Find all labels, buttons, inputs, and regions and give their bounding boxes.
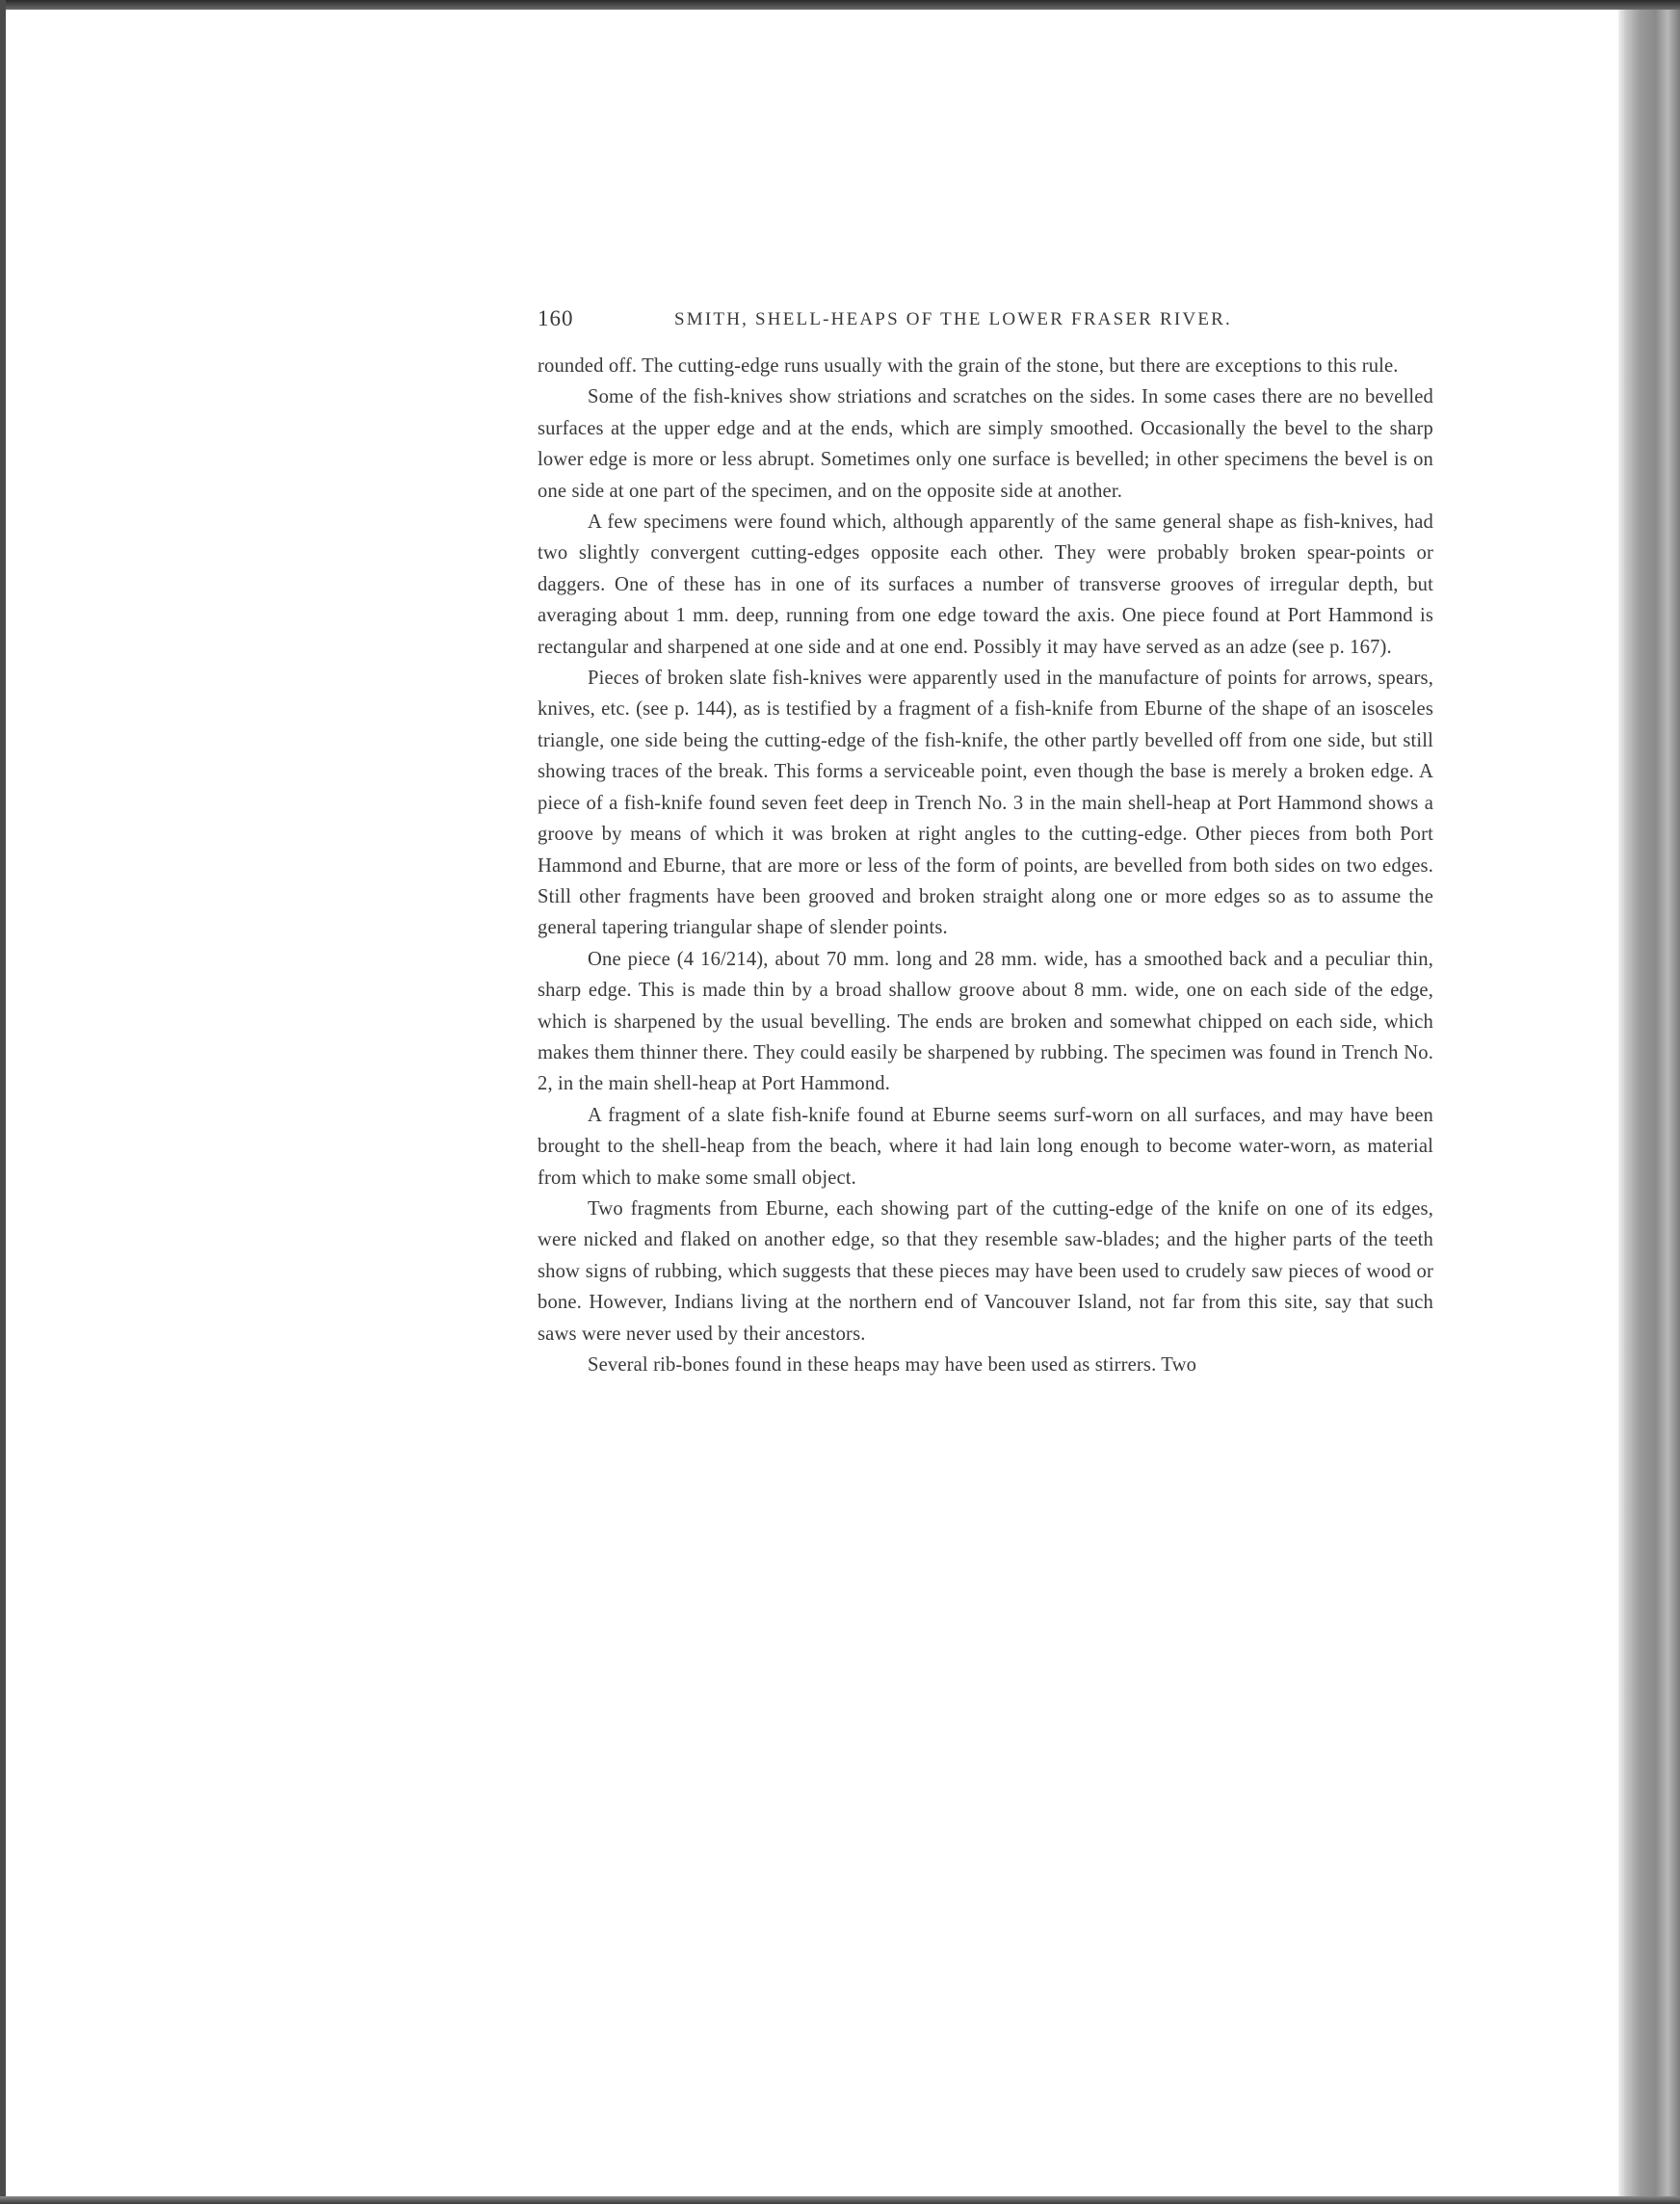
- paragraph-8: Several rib-bones found in these heaps may have been used as stirrers. Two: [588, 1354, 1197, 1376]
- running-head: [538, 306, 1433, 339]
- scan-bottom-edge: [0, 2196, 1680, 2204]
- paragraph-7: Two fragments from Eburne, each showing part of the cutting-edge of the knife on one of its edges, were nicked and flaked on another edge, so that they resemble saw-blades; and the higher parts of the teeth show signs of rubbing, which suggests that these pieces may have been used to crudely saw pieces of wood or bone. However, Indians living at the northern end of Vancouver Island, not far from this site, say that such saws were never used by their ancestors.: [538, 1197, 1433, 1345]
- paragraph-4: Pieces of broken slate fish-knives were apparently used in the manufacture of points for arrows, spears, knives, etc. (see p. 144), as is testified by a fragment of a fish-knife from Eburne of the shape of an isosceles triangle, one side being the cutting-edge of the fish-knife, the other partly bevelled off from one side, but still showing traces of the break. This forms a serviceable point, even though the base is merely a broken edge. A piece of a fish-knife found seven feet deep in Trench No. 3 in the main shell-heap at Port Hammond shows a groove by means of which it was broken at right angles to the cutting-edge. Other pieces from both Port Hammond and Eburne, that are more or less of the form of points, are bevelled from both sides on two edges. Still other fragments have been grooved and broken straight along one or more edges so as to assume the general tapering triangular shape of slender points.: [538, 668, 1433, 939]
- page-text-block: [538, 306, 1433, 1380]
- scan-top-edge: [0, 0, 1680, 10]
- paragraph-3: A few specimens were found which, although apparently of the same general shape as fish-knives, had two slightly convergent cutting-edges opposite each other. They were probably broken spear-points or daggers. One of these has in one of its surfaces a number of transverse grooves of irregular depth, but averaging about 1 mm. deep, running from one edge toward the axis. One piece found at Port Hammond is rectangular and sharpened at one side and at one end. Possibly it may have served as an adze (see p. 167).: [538, 512, 1433, 658]
- running-title: SMITH, SHELL-HEAPS OF THE LOWER FRASER RIVER.: [674, 309, 1232, 329]
- paragraph-1: rounded off. The cutting-edge runs usually with the grain of the stone, but there are exceptions to this rule.: [538, 355, 1399, 377]
- page-edge-shadow: [1618, 10, 1680, 2196]
- page-edge-line: [1622, 10, 1624, 2196]
- paragraph-6: A fragment of a slate fish-knife found at Eburne seems surf-worn on all surfaces, and may have been brought to the shell-heap from the beach, where it had lain long enough to become water-worn, as material from which to make some small object.: [538, 1104, 1433, 1189]
- paragraph-5: One piece (4 16/214), about 70 mm. long and 28 mm. wide, has a smoothed back and a peculiar thin, sharp edge. This is made thin by a broad shallow groove about 8 mm. wide, one on each side of the edge, which is sharpened by the usual bevelling. The ends are broken and somewhat chipped on each side, which makes them thinner there. They could easily be sharpened by rubbing. The specimen was found in Trench No. 2, in the main shell-heap at Port Hammond.: [538, 948, 1433, 1095]
- page-number: 160: [538, 306, 574, 330]
- scan-left-edge: [0, 0, 6, 2204]
- paragraph-2: Some of the fish-knives show striations and scratches on the sides. In some cases there are no bevelled surfaces at the upper edge and at the ends, which are simply smoothed. Occasionally the bevel to the sharp lower edge is more or less abrupt. Sometimes only one surface is bevelled; in other specimens the bevel is on one side at one part of the specimen, and on the opposite side at another.: [538, 386, 1433, 502]
